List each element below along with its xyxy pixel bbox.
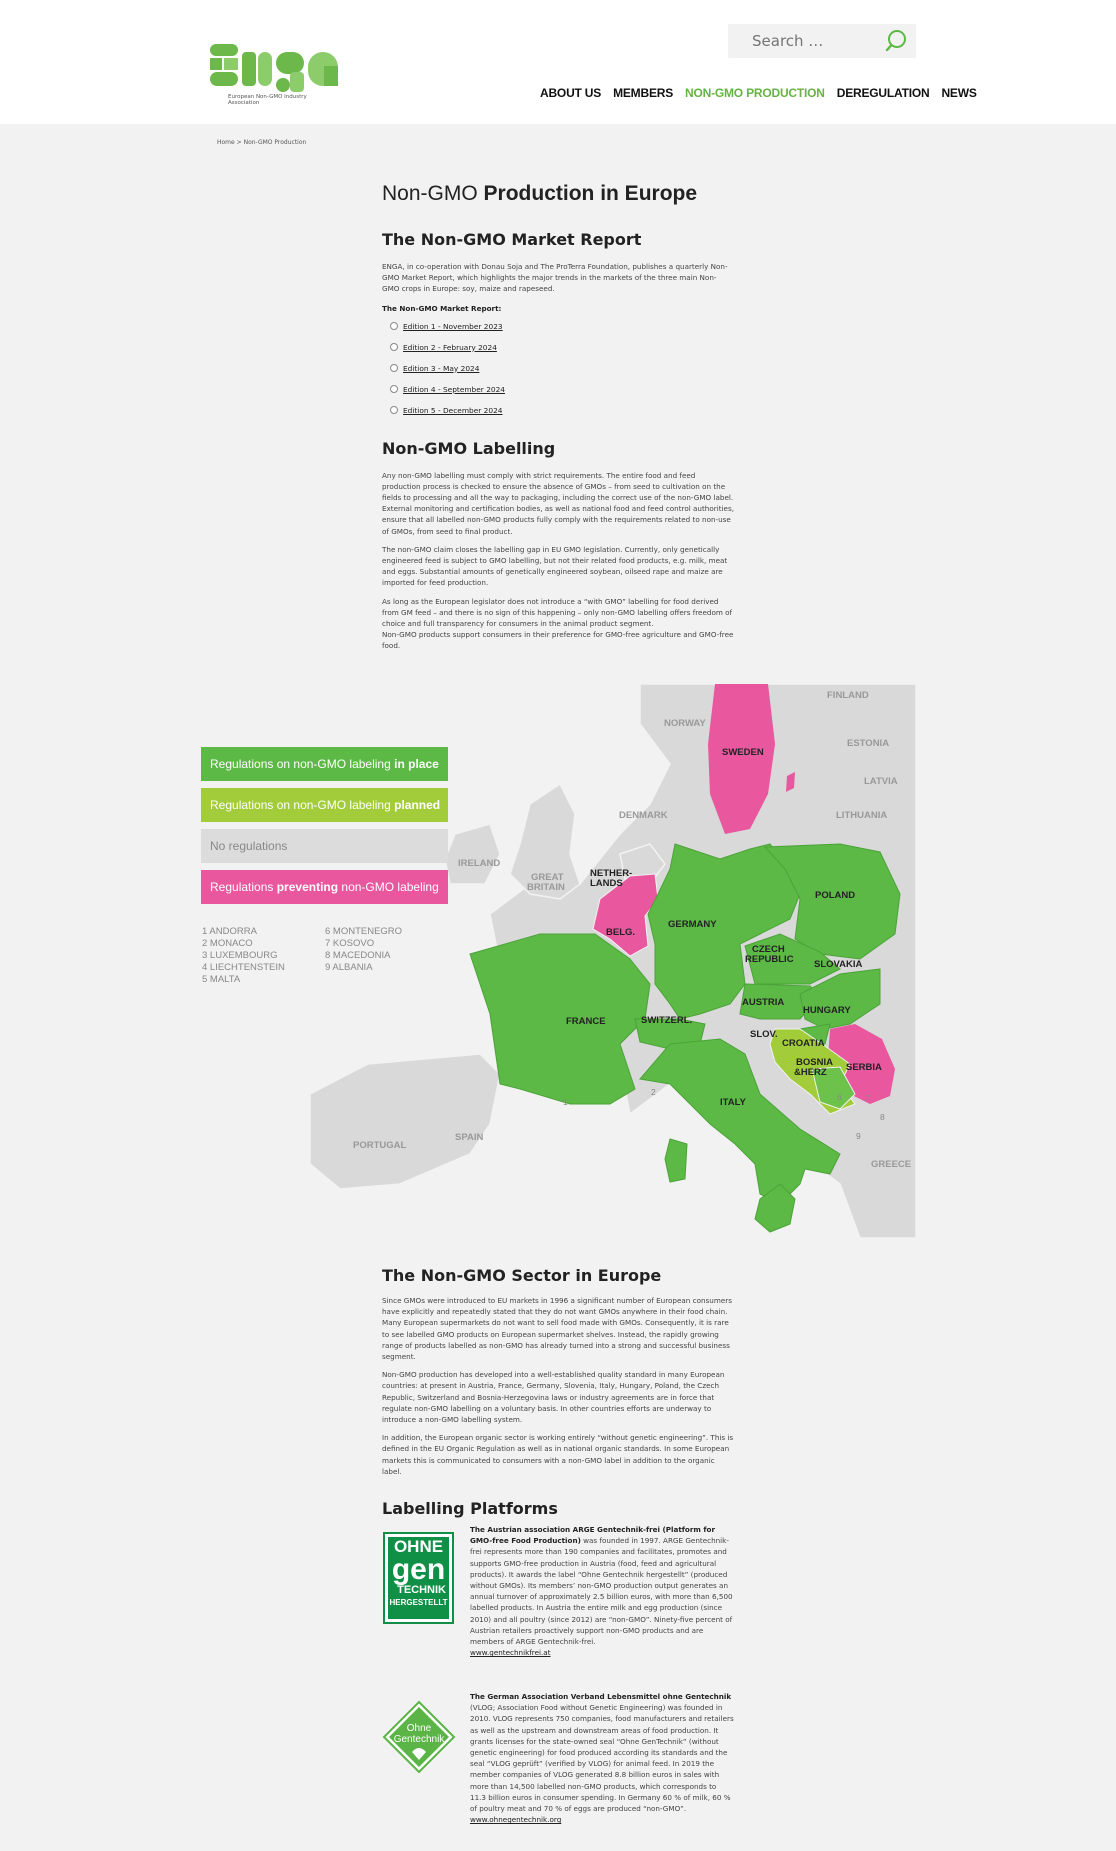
list-item: 8 MACEDONIA (325, 950, 391, 961)
map-label-slovakia: SLOVAKIA (814, 959, 863, 970)
bullet-icon (390, 322, 398, 330)
map-label-hungary: HUNGARY (803, 1005, 851, 1016)
editions-list (382, 316, 734, 421)
legend-no-regulations: No regulations (201, 829, 448, 863)
map-label-sweden: SWEDEN (722, 747, 764, 758)
map-label-italy: ITALY (720, 1097, 746, 1108)
ohne-gentechnik-hergestellt-logo[interactable] (383, 1532, 454, 1624)
bullet-icon (390, 343, 398, 351)
sector-paragraph-2: Non-GMO production has developed into a well-established quality standard in many European countries: at present in Austria, France, Germany, Slovenia, Italy, Hungary, Poland, the Czech Republic, Switzerland and Bosnia-Herzegovina laws or industry agreements are in force that regulate non-GMO labelling on a voluntary basis. In other countries efforts are underway to introduce a non-GMO labelling system. (382, 1370, 725, 1425)
logo-line: HERGESTELLT (389, 1598, 448, 1607)
list-item: 9 ALBANIA (325, 962, 373, 973)
vlog-link[interactable]: www.ohnegentechnik.org (470, 1815, 562, 1825)
numbered-list-left (202, 926, 285, 986)
list-item: 6 MONTENEGRO (325, 926, 403, 937)
breadcrumb-current: Non-GMO Production (243, 139, 307, 146)
sector-paragraph-1: Since GMOs were introduced to EU markets in 1996 a significant number of European consumers have explicitly and repeatedly stated that they do not want GMOs anywhere in their food chain. Many European supermarkets do not want to sell food made with GMOs. Consequently, it is rare to see labelled GMO products on European supermarket shelves. Instead, the rapidly growing range of products labelled as non-GMO has already turned into a strong and successful business segment. (382, 1296, 732, 1362)
main-intro (382, 182, 734, 652)
logo-line: Ohne (406, 1723, 432, 1734)
legend-in-place: Regulations on non-GMO labeling in place (201, 747, 448, 781)
nav-members[interactable]: MEMBERS (613, 86, 674, 100)
labelling-paragraph-1: Any non-GMO labelling must comply with strict requirements. The entire food and feed production process is checked to ensure the absence of GMOs – from seed to cultivation on the fields to processing and all the way to packaging, including the correct use of the non-GMO label. External monitoring and certification bodies, as well as national food and feed control authorities, ensure that all labelled non-GMO products fully comply with the requirements related to non-use of GMOs, from seed to final product. (382, 470, 734, 536)
map-marker-6: 6 (837, 1092, 842, 1102)
market-report-list-label: The Non-GMO Market Report: (382, 303, 502, 313)
market-report-heading: The Non-GMO Market Report (382, 230, 642, 249)
map-label-austria: AUSTRIA (742, 997, 785, 1008)
edition-link[interactable]: Edition 2 - February 2024 (403, 342, 497, 352)
logo-subtitle: European Non-GMO Industry Association (228, 94, 307, 106)
map-label-ireland: IRELAND (458, 858, 501, 869)
map-label-great-britain-2: BRITAIN (527, 882, 565, 893)
logo-line: TECHNIK (397, 1584, 446, 1596)
logo-text: Enga (208, 27, 249, 46)
labelling-paragraph-4: Non-GMO products support consumers in their preference for GMO-free agriculture and GMO-free food. (382, 630, 734, 651)
main-nav (540, 86, 977, 100)
map-label-germany: GERMANY (668, 919, 717, 930)
nav-about-us[interactable]: ABOUT US (540, 86, 602, 100)
edition-link[interactable]: Edition 3 - May 2024 (403, 363, 480, 373)
map-label-latvia: LATVIA (864, 776, 898, 787)
list-item (382, 316, 734, 337)
labelling-heading: Non-GMO Labelling (382, 438, 556, 458)
vlog-description (470, 1691, 734, 1825)
list-item: 1 ANDORRA (202, 926, 257, 937)
sector-heading: The Non-GMO Sector in Europe (382, 1266, 662, 1285)
list-item: 5 MALTA (202, 974, 241, 985)
bullet-icon (390, 406, 398, 414)
arge-text: was founded in 1997. ARGE Gentechnik-frei represents more than 190 companies and facilitates, promotes and supports GMO-free production in Austria (food, feed and agricultural products). It awards the label “Ohne Gentechnik hergestellt” (produced without GMOs). Its members’ non-GMO production output generates an annual turnover of approximately 2.5 billion euros, with more than 6,500 labelled products. In Austria the entire milk and egg production (since 2010) and all poultry (since 2012) are “non-GMO”. Ninety-five percent of Austrian retailers proactively support non-GMO products and are members of ARGE Gentechnik-frei. (470, 1536, 733, 1647)
map-label-poland: POLAND (815, 890, 856, 901)
map-label-netherlands-1: NETHER- (590, 868, 633, 879)
numbered-list-right (325, 926, 402, 974)
labelling-paragraph-2: The non-GMO claim closes the labelling gap in EU GMO legislation. Currently, only genetically engineered feed is subject to GMO labelling, but not their related food products, e.g. milk, meat and eggs. Substantial amounts of genetically engineered soybean, oilseed rape and maize are imported for feed production. (382, 544, 728, 588)
vlog-ohne-gentechnik-logo[interactable] (382, 1700, 456, 1774)
breadcrumb-separator: > (236, 139, 242, 146)
edition-link[interactable]: Edition 5 - December 2024 (403, 405, 503, 415)
arge-description (470, 1524, 734, 1658)
map-label-slovenia: SLOV. (750, 1029, 778, 1040)
map-label-czech-1: CZECH (752, 944, 785, 955)
page-title-bold: Production in Europe (483, 182, 698, 205)
edition-link[interactable]: Edition 1 - November 2023 (403, 321, 503, 331)
breadcrumb-home[interactable]: Home (217, 139, 235, 146)
platforms-heading: Labelling Platforms (382, 1499, 558, 1519)
page-title (382, 182, 734, 206)
map-label-netherlands-2: LANDS (590, 878, 623, 889)
map-label-portugal: PORTUGAL (353, 1140, 407, 1151)
site-header (0, 0, 1116, 124)
breadcrumb (217, 139, 306, 146)
ireland-shape (445, 824, 500, 884)
list-item: 7 KOSOVO (325, 938, 375, 949)
vlog-text: (VLOG; Association Food without Genetic Engineering) was founded in 2010. VLOG represents 750 companies, food manufacturers and retailers as well as the upstream and downstream areas of food production. It grants licenses for the state-owned seal “Ohne GenTechnik” (without genetic engineering) for food produced according its standards and the seal “VLOG geprüft” (verified by VLOG) for animal feed. In 2019 the member companies of VLOG generated 8.8 billion euros in sales with more than 14,500 labelled non-GMO products, which corresponds to 11.3 billion euros in consumer spending. In Germany 60 % of milk, 60 % of poultry meat and 70 % of eggs are produced “non-GMO”. (470, 1703, 734, 1814)
vlog-name: The German Association Verband Lebensmittel ohne Gentechnik (470, 1692, 732, 1701)
logo-line: OHNE (393, 1537, 444, 1556)
bullet-icon (390, 385, 398, 393)
search-input[interactable] (728, 24, 878, 58)
logo-line: Gentechnik (393, 1734, 445, 1745)
list-item (382, 337, 734, 358)
labelling-paragraph-3: As long as the European legislator does not introduce a “with GMO” labelling for food derived from GM feed – and there is no sign of this happening – only non-GMO labelling offers freedom of choice and full transparency for consumers in the animal product segment. (382, 596, 733, 629)
bullet-icon (390, 364, 398, 372)
map-marker-9: 9 (856, 1131, 861, 1141)
europe-map-section (200, 684, 916, 1238)
iberia-shape (310, 1054, 500, 1189)
market-report-intro: ENGA, in co-operation with Donau Soja and The ProTerra Foundation, publishes a quarterly Non-GMO Market Report, which highlights the major trends in the markets of the three main Non-GMO crops in Europe: soy, maize and rapeseed. (382, 262, 728, 294)
map-label-belgium: BELG. (606, 927, 636, 938)
nav-non-gmo-production[interactable]: NON-GMO PRODUCTION (685, 86, 825, 100)
map-label-czech-2: REPUBLIC (745, 954, 794, 965)
logo-line: gen (391, 1553, 446, 1586)
search-box (728, 24, 916, 58)
arge-link[interactable]: www.gentechnikfrei.at (470, 1648, 551, 1658)
sector-paragraph-3: In addition, the European organic sector is working entirely “without genetic engineering”. This is defined in the EU Organic Regulation as well as in national organic standards. In some European markets this is communicated to consumers with a non-GMO label in addition to the organic label. (382, 1433, 734, 1476)
map-label-bosnia-1: BOSNIA (796, 1057, 833, 1068)
map-label-estonia: ESTONIA (847, 738, 890, 749)
search-icon[interactable] (884, 28, 910, 54)
nav-deregulation[interactable]: DEREGULATION (836, 86, 930, 100)
legend-preventing: Regulations preventing non-GMO labeling (201, 870, 448, 904)
map-label-lithuania: LITHUANIA (836, 810, 888, 821)
map-marker-1: 1 (563, 1097, 568, 1107)
map-label-croatia: CROATIA (782, 1038, 825, 1049)
map-label-great-britain-1: GREAT (531, 872, 564, 883)
map-label-spain: SPAIN (455, 1132, 484, 1143)
sector-section (382, 1266, 734, 1518)
edition-link[interactable]: Edition 4 - September 2024 (403, 384, 505, 394)
list-item (382, 358, 734, 379)
map-marker-8: 8 (880, 1112, 885, 1122)
map-label-switzerland: SWITZERL. (641, 1015, 693, 1026)
map-label-finland: FINLAND (827, 690, 869, 701)
map-label-france: FRANCE (566, 1016, 606, 1027)
map-label-serbia: SERBIA (846, 1062, 882, 1073)
list-item (382, 400, 734, 421)
list-item (382, 379, 734, 400)
map-label-bosnia-2: &HERZ (794, 1067, 827, 1078)
legend-planned: Regulations on non-GMO labeling planned (201, 788, 448, 822)
list-item: 4 LIECHTENSTEIN (202, 962, 285, 973)
nav-news[interactable]: NEWS (941, 86, 977, 100)
page-title-light: Non-GMO (382, 182, 478, 205)
list-item: 3 LUXEMBOURG (202, 950, 278, 961)
map-label-greece: GREECE (871, 1159, 912, 1170)
map-label-norway: NORWAY (664, 718, 706, 729)
map-marker-2: 2 (651, 1087, 656, 1097)
map-marker-7: 7 (865, 1093, 870, 1103)
arge-name: The Austrian association ARGE Gentechnik-frei (Platform for GMO-free Food Production) (470, 1525, 715, 1546)
map-label-denmark: DENMARK (619, 810, 668, 821)
list-item: 2 MONACO (202, 938, 253, 949)
